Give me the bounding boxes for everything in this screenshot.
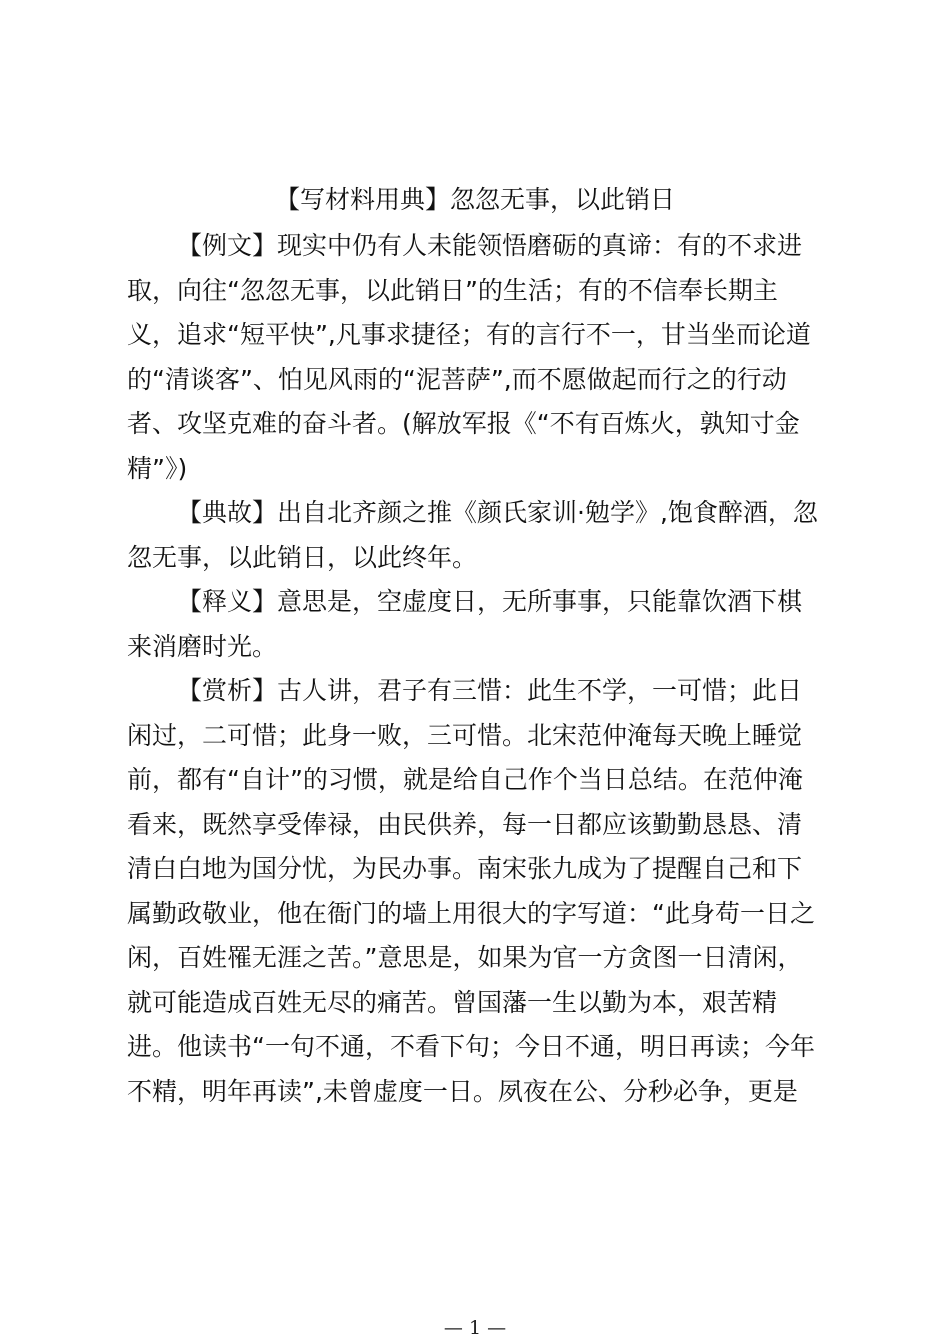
- paragraph-line: 清白白地为国分忧，为民办事。南宋张九成为了提醒自己和下: [127, 854, 803, 883]
- paragraph-line: 取，向往“忽忽无事，以此销日”的生活；有的不信奉长期主: [127, 275, 778, 305]
- paragraph-line: 闲过，二可惜；此身一败，三可惜。北宋范仲淹每天晚上睡觉: [127, 720, 803, 750]
- paragraph-line: 看来，既然享受俸禄，由民供养，每一日都应该勤勤恳恳、清: [127, 809, 803, 839]
- paragraph-line: 来消磨时光。: [127, 631, 278, 661]
- page-number: — 1 —: [443, 1317, 507, 1339]
- paragraph-line: 闲，百姓罹无涯之苦。”意思是，如果为官一方贪图一日清闲，: [127, 943, 803, 972]
- paragraph-line: 不精，明年再读”,未曾虚度一日。夙夜在公、分秒必争，更是: [127, 1076, 798, 1106]
- paragraph-line: 就可能造成百姓无尽的痛苦。曾国藩一生以勤为本，艰苦精: [127, 987, 778, 1017]
- paragraph-line: 义，追求“短平快”,凡事求捷径；有的言行不一，甘当坐而论道: [127, 320, 811, 349]
- paragraph-line: 者、攻坚克难的奋斗者。(解放军报《“不有百炼火，孰知寸金: [127, 409, 800, 438]
- document-title: 【写材料用典】忽忽无事，以此销日: [274, 185, 675, 214]
- paragraph-line: 忽无事，以此销日，以此终年。: [127, 542, 478, 572]
- paragraph-line: 进。他读书“一句不通，不看下句；今日不通，明日再读；今年: [127, 1032, 815, 1061]
- paragraph-line: 【赏析】古人讲，君子有三惜：此生不学，一可惜；此日: [177, 676, 803, 705]
- paragraph-line: 的“清谈客”、怕见风雨的“泥菩萨”,而不愿做起而行之的行动: [127, 364, 787, 394]
- paragraph-line: 精”》): [127, 453, 188, 483]
- document-body: [127, 224, 835, 1114]
- paragraph-line: 属勤政敬业，他在衙门的墙上用很大的字写道：“此身苟一日之: [127, 898, 815, 928]
- paragraph-line: 【例文】现实中仍有人未能领悟磨砺的真谛：有的不求进: [177, 231, 803, 260]
- paragraph-line: 【典故】出自北齐颜之推《颜氏家训·勉学》,饱食醉酒，忽: [177, 498, 818, 527]
- paragraph-line: 前，都有“自计”的习惯，就是给自己作个当日总结。在范仲淹: [127, 765, 803, 794]
- paragraph-line: 【释义】意思是，空虚度日，无所事事，只能靠饮酒下棋: [177, 587, 803, 616]
